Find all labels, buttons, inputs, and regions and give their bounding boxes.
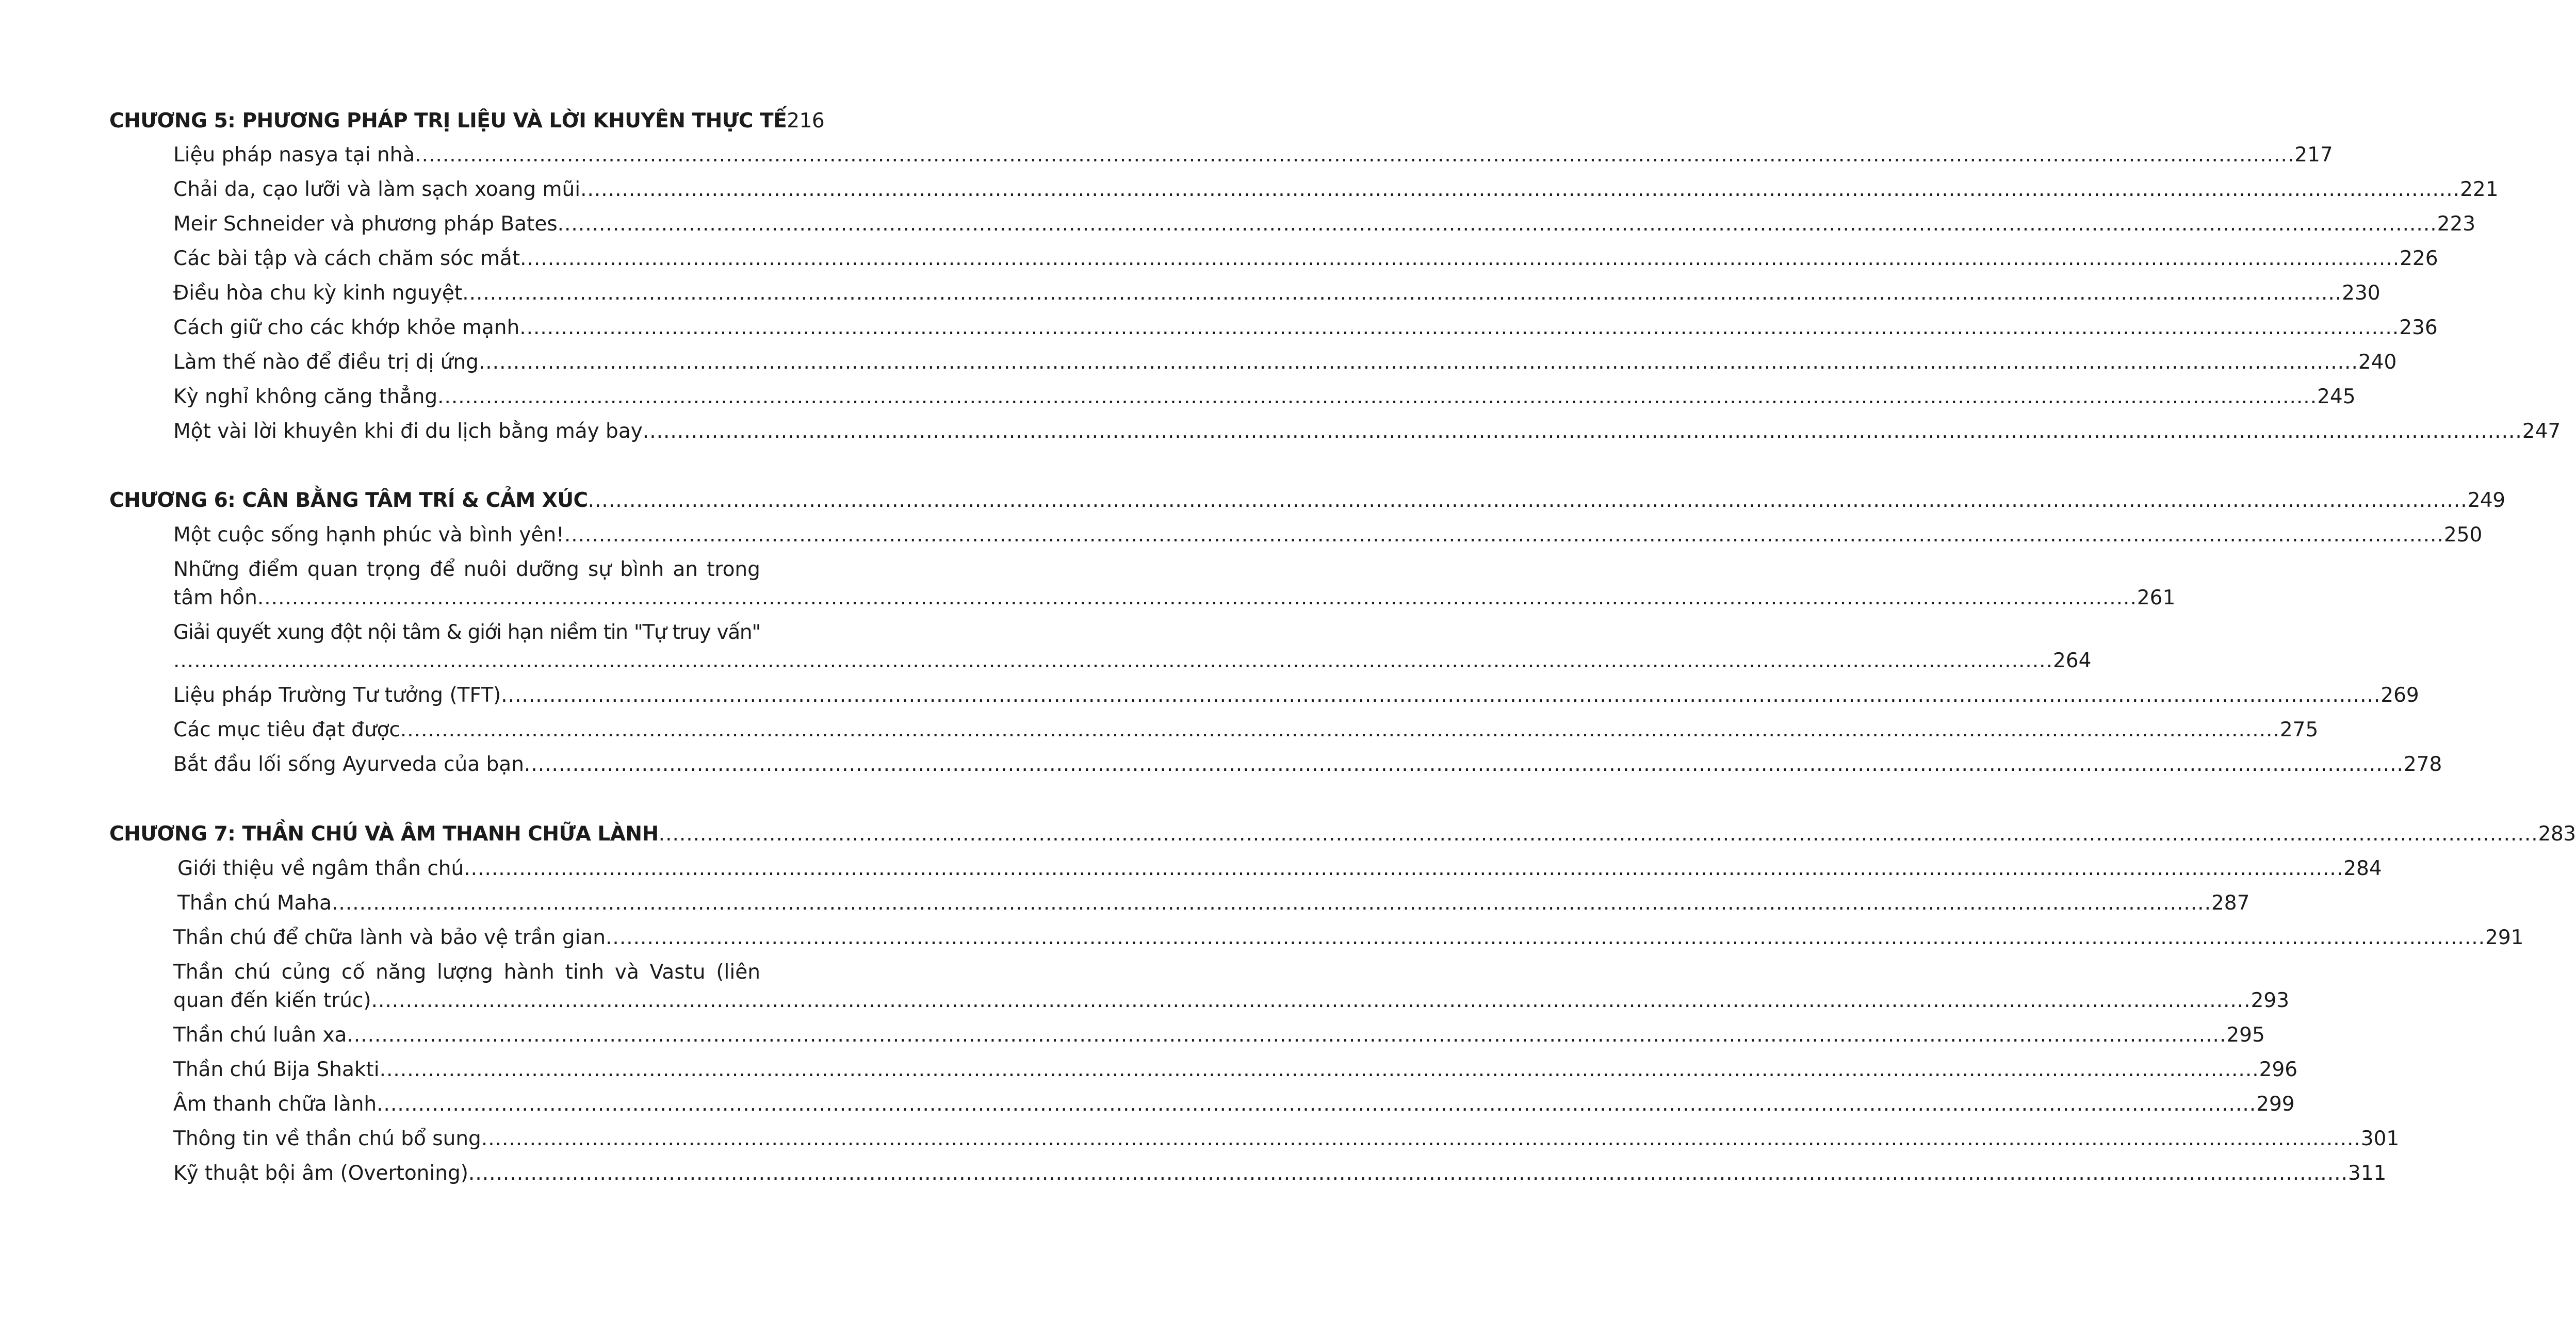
toc-entry: [173, 212, 2476, 243]
dot-leader: [371, 989, 2251, 1012]
dot-leader: [501, 684, 2381, 707]
entry-title: Bắt đầu lối sống Ayurveda của bạn: [173, 753, 524, 776]
toc-chapter-7: [109, 822, 2576, 853]
page-number: 250: [2443, 523, 2483, 547]
toc-entry: [173, 282, 2381, 312]
page-number: 261: [2137, 586, 2176, 609]
page-number: 221: [2460, 178, 2499, 201]
entry-title-line1: Những điểm quan trọng để nuôi dưỡng sự bình an trong: [173, 558, 760, 581]
toc-entry: [173, 1093, 2295, 1124]
entry-title: Cách giữ cho các khớp khỏe mạnh: [173, 316, 520, 339]
entry-title: Giới thiệu về ngâm thần chú: [177, 857, 464, 880]
entry-title: Chải da, cạo lưỡi và làm sạch xoang mũi: [173, 178, 581, 201]
toc-entry: [173, 926, 2524, 957]
toc-entry: [173, 143, 2333, 174]
entry-title: Liệu pháp nasya tại nhà: [173, 143, 415, 167]
dot-leader: [377, 1093, 2256, 1116]
page-number: 295: [2226, 1024, 2265, 1047]
dot-leader: [415, 143, 2294, 167]
toc-entry: [173, 1058, 2298, 1089]
dot-leader: [643, 420, 2522, 443]
page-number: 216: [787, 109, 825, 133]
entry-title-line1: Giải quyết xung đột nội tâm & giới hạn niềm tin "Tự truy vấn": [173, 621, 760, 644]
page-number: 249: [2467, 489, 2505, 512]
dot-leader: [468, 1162, 2348, 1185]
dot-leader: [400, 718, 2280, 741]
toc-entry: [173, 684, 2419, 715]
entry-title: Kỹ thuật bội âm (Overtoning): [173, 1162, 468, 1185]
dot-leader: [347, 1024, 2226, 1047]
page-number: 269: [2381, 684, 2419, 707]
page-number: 230: [2342, 282, 2381, 305]
entry-title: Thần chú luân xa: [173, 1024, 347, 1047]
dot-leader: [659, 822, 2538, 846]
chapter-title: CHƯƠNG 7: THẦN CHÚ VÀ ÂM THANH CHỮA LÀNH: [109, 822, 659, 846]
entry-title: Liệu pháp Trường Tư tưởng (TFT): [173, 684, 501, 707]
dot-leader: [173, 649, 2053, 672]
toc-entry: [173, 1024, 2265, 1054]
page-number: 284: [2343, 857, 2382, 880]
dot-leader: [479, 351, 2358, 374]
dot-leader: [580, 178, 2460, 201]
toc-entry: [173, 1162, 2387, 1193]
dot-leader: [481, 1127, 2361, 1150]
dot-leader: [558, 212, 2437, 236]
toc-entry-wrapped-line1: [173, 961, 760, 992]
chapter-title: CHƯƠNG 6: CÂN BẰNG TÂM TRÍ & CẢM XÚC: [109, 489, 588, 512]
page-number: 283: [2538, 822, 2576, 846]
entry-title: Làm thế nào để điều trị dị ứng: [173, 351, 479, 374]
page-number: 293: [2251, 989, 2290, 1012]
toc-entry: [173, 1127, 2400, 1158]
dot-leader: [524, 753, 2404, 776]
page-number: 301: [2360, 1127, 2400, 1150]
page-number: 291: [2485, 926, 2524, 949]
toc-entry: [177, 857, 2382, 888]
page-number: 296: [2259, 1058, 2298, 1081]
entry-title-line1: Thần chú củng cố năng lượng hành tinh và Vastu (liên: [173, 961, 760, 984]
dot-leader: [519, 316, 2399, 339]
entry-title-line2: tâm hồn: [173, 586, 257, 609]
toc-entry: [173, 753, 2442, 784]
page-number: 217: [2294, 143, 2333, 167]
entry-title: Các mục tiêu đạt được: [173, 718, 400, 741]
entry-title: Một vài lời khuyên khi đi du lịch bằng máy bay: [173, 420, 643, 443]
dot-leader: [606, 926, 2485, 949]
toc-entry: [173, 718, 2319, 749]
toc-entry-wrapped-line1: [173, 621, 760, 652]
page-number: 299: [2256, 1093, 2295, 1116]
entry-title: Một cuộc sống hạnh phúc và bình yên!: [173, 523, 564, 547]
page-number: 245: [2317, 385, 2356, 408]
dot-leader: [588, 489, 2468, 512]
dot-leader: [332, 892, 2211, 915]
toc-entry-wrapped-line2: [173, 649, 2092, 680]
toc-entry: [173, 523, 2483, 554]
entry-title: Kỳ nghỉ không căng thẳng: [173, 385, 438, 408]
dot-leader: [257, 586, 2137, 609]
page-number: 223: [2437, 212, 2476, 236]
toc-chapter-6: [109, 489, 2505, 520]
dot-leader: [564, 523, 2444, 547]
dot-leader: [380, 1058, 2259, 1081]
toc-entry-wrapped-line1: [173, 558, 760, 589]
entry-title: Thần chú để chữa lành và bảo vệ trần gian: [173, 926, 606, 949]
entry-title: Thông tin về thần chú bổ sung: [173, 1127, 481, 1150]
dot-leader: [464, 857, 2343, 880]
page-number: 247: [2522, 420, 2561, 443]
toc-entry: [173, 385, 2356, 416]
page-number: 287: [2211, 892, 2250, 915]
dot-leader: [462, 282, 2342, 305]
toc-entry: [173, 420, 2561, 451]
toc-entry: [173, 178, 2499, 209]
dot-leader: [520, 247, 2400, 270]
page-number: 278: [2403, 753, 2442, 776]
toc-chapter-5: [109, 109, 825, 140]
entry-title: Meir Schneider và phương pháp Bates: [173, 212, 558, 236]
entry-title: Thần chú Maha: [177, 892, 332, 915]
page-number: 236: [2399, 316, 2438, 339]
entry-title: Thần chú Bija Shakti: [173, 1058, 380, 1081]
toc-entry-wrapped-line2: [173, 586, 2176, 617]
entry-title: Các bài tập và cách chăm sóc mắt: [173, 247, 520, 270]
entry-title-line2: quan đến kiến trúc): [173, 989, 371, 1012]
dot-leader: [437, 385, 2317, 408]
toc-entry-wrapped-line2: [173, 989, 2290, 1020]
page-number: 311: [2347, 1162, 2387, 1185]
toc-entry: [173, 316, 2438, 347]
toc-entry: [177, 892, 2250, 922]
chapter-title: CHƯƠNG 5: PHƯƠNG PHÁP TRỊ LIỆU VÀ LỜI KHUYÊN THỰC TẾ: [109, 109, 787, 133]
page-number: 240: [2358, 351, 2397, 374]
page-number: 264: [2052, 649, 2092, 672]
toc-entry: [173, 351, 2397, 382]
entry-title: Điều hòa chu kỳ kinh nguyệt: [173, 282, 463, 305]
entry-title: Âm thanh chữa lành: [173, 1093, 377, 1116]
page-number: 226: [2400, 247, 2438, 270]
toc-entry: [173, 247, 2438, 278]
page-number: 275: [2279, 718, 2319, 741]
